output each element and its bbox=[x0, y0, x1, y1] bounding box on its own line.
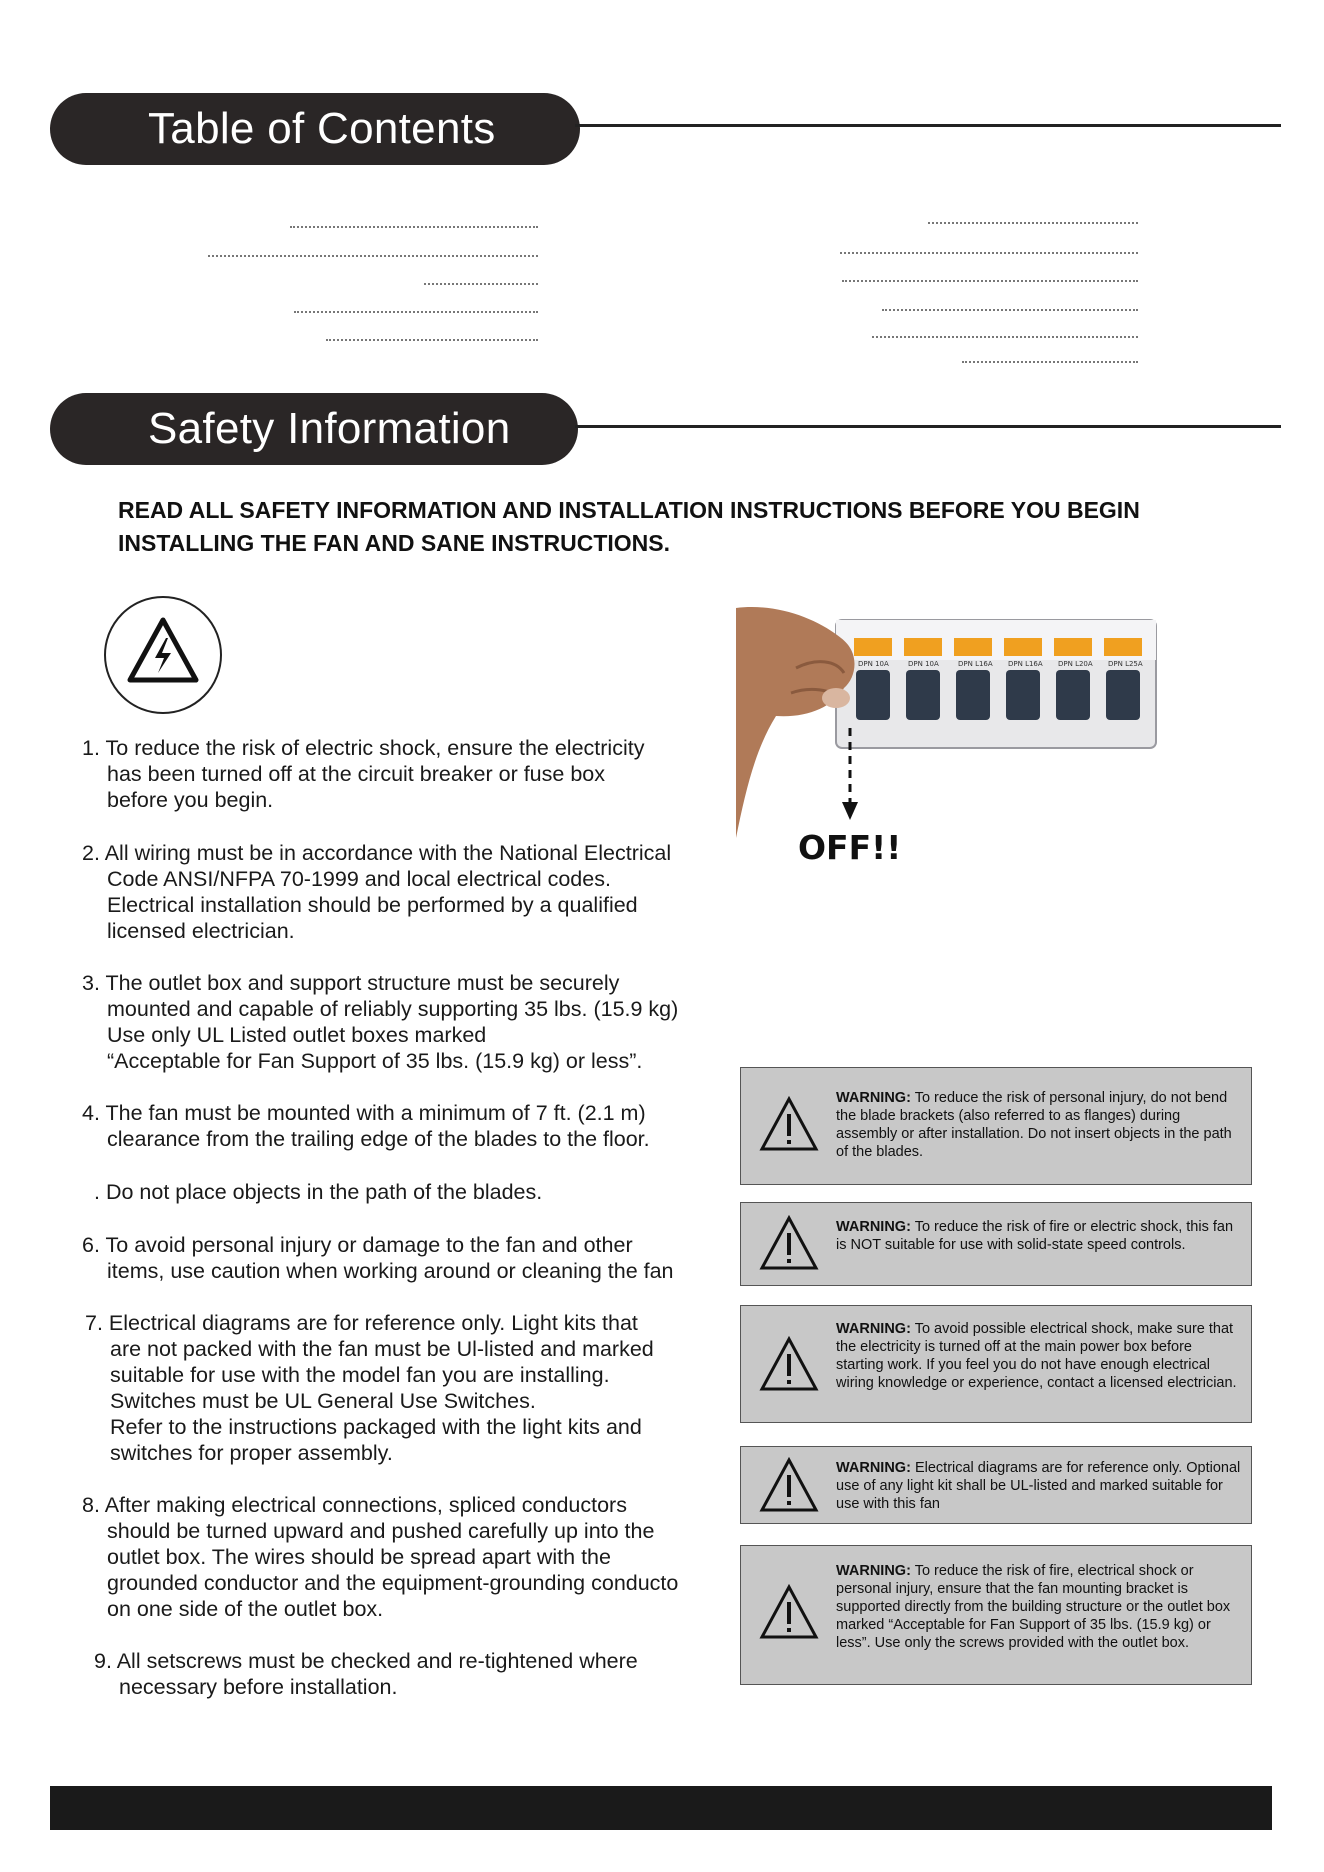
toc-leader bbox=[882, 309, 1138, 311]
breaker-label-5: DPN L20A bbox=[1058, 660, 1093, 668]
warning-label: WARNING: bbox=[836, 1563, 911, 1579]
warning-box-1 bbox=[740, 1067, 1252, 1185]
safety-item-3: 3. The outlet box and support structure must be securely mounted and capable of reliably supporting 35 lbs. (15.9 kg) Use only UL Listed outlet boxes marked “Acceptable for Fan Support of 35 lbs. (15.9 kg) or less”. bbox=[82, 971, 679, 1073]
warning-box-2 bbox=[740, 1202, 1252, 1286]
safety-item-6: 6. To avoid personal injury or damage to the fan and other items, use caution when working around or cleaning the fan bbox=[82, 1233, 674, 1283]
safety-title: Safety Information bbox=[148, 404, 511, 453]
toc-rule bbox=[575, 124, 1281, 127]
warning-triangle-icon bbox=[759, 1336, 819, 1392]
warning-triangle-icon bbox=[759, 1584, 819, 1640]
toc-leader bbox=[872, 336, 1138, 338]
safety-item-2: 2. All wiring must be in accordance with the National Electrical Code ANSI/NFPA 70-1999 and local electrical codes. Electrical installation should be performed by a qualified licensed electrician. bbox=[82, 841, 672, 943]
safety-item-9: 9. All setscrews must be checked and re-tightened where necessary before installation. bbox=[94, 1649, 638, 1699]
toc-leader bbox=[840, 252, 1138, 254]
breaker-label-3: DPN L16A bbox=[958, 660, 993, 668]
toc-leader bbox=[294, 311, 538, 313]
toc-leader bbox=[962, 361, 1138, 363]
warning-box-4 bbox=[740, 1446, 1252, 1524]
safety-intro bbox=[118, 494, 1238, 560]
breaker-label-2: DPN 10A bbox=[908, 660, 939, 668]
toc-leader bbox=[842, 280, 1138, 282]
safety-item-5: . Do not place objects in the path of the blades. bbox=[94, 1180, 543, 1204]
safety-rule bbox=[575, 425, 1281, 428]
warning-label: WARNING: bbox=[836, 1090, 911, 1106]
safety-header bbox=[50, 393, 578, 465]
warning-triangle-icon bbox=[759, 1096, 819, 1152]
footer-bar bbox=[50, 1786, 1272, 1830]
toc-title: Table of Contents bbox=[148, 104, 496, 153]
warning-triangle-icon bbox=[759, 1215, 819, 1271]
warning-box-3 bbox=[740, 1305, 1252, 1423]
toc-leader bbox=[928, 222, 1138, 224]
intro-line-1: READ ALL SAFETY INFORMATION AND INSTALLATION INSTRUCTIONS BEFORE YOU BEGIN bbox=[118, 497, 1140, 523]
circuit-breaker-photo bbox=[736, 598, 1166, 838]
toc-leader bbox=[290, 226, 538, 228]
safety-item-1: 1. To reduce the risk of electric shock, ensure the electricity has been turned off at the circuit breaker or fuse box before you begin. bbox=[82, 736, 645, 812]
warning-text: To reduce the risk of personal injury, do not bend the blade brackets (also referred to as flanges) during assembly or after installation. Do not insert objects in the path of the blades. bbox=[836, 1090, 1232, 1160]
safety-item-7: 7. Electrical diagrams are for reference only. Light kits that are not packed with the fan must be Ul-listed and marked suitable for use with the model fan you are installing. Switches must be UL General Use Switches. Refer to the instructions packaged with the light kits and switches for proper assembly. bbox=[85, 1311, 654, 1465]
intro-line-2: INSTALLING THE FAN AND SANE INSTRUCTIONS. bbox=[118, 530, 670, 556]
electric-shock-hazard-icon bbox=[104, 596, 222, 714]
safety-item-8: 8. After making electrical connections, spliced conductors should be turned upward and pushed carefully up into the outlet box. The wires should be spread apart with the grounded conductor and the equipment-grounding conducto on one side of the outlet box. bbox=[82, 1493, 679, 1621]
warning-box-5 bbox=[740, 1545, 1252, 1685]
warning-triangle-icon bbox=[759, 1457, 819, 1513]
breaker-label-4: DPN L16A bbox=[1008, 660, 1043, 668]
warning-text: To reduce the risk of fire, electrical shock or personal injury, ensure that the fan mounting bracket is supported directly from the building structure or the outlet box marked “Acceptable for Fan Support of 35 lbs. (15.9 kg) or less”. Use only the screws provided with the outlet box. bbox=[836, 1563, 1231, 1651]
toc-leader bbox=[208, 255, 538, 257]
warning-text: To avoid possible electrical shock, make sure that the electricity is turned off at the main power box before starting work. If you feel you do not have enough electrical wiring knowledge or experience, contact a licensed electrician. bbox=[836, 1321, 1237, 1391]
breaker-label-1: DPN 10A bbox=[858, 660, 889, 668]
warning-text: To reduce the risk of fire or electric shock, this fan is NOT suitable for use with solid-state speed controls. bbox=[836, 1219, 1234, 1253]
warning-label: WARNING: bbox=[836, 1460, 911, 1476]
toc-leader bbox=[424, 283, 538, 285]
off-label: OFF!! bbox=[798, 828, 902, 867]
warning-text: Electrical diagrams are for reference only. Optional use of any light kit shall be UL-listed and marked suitable for use with this fan bbox=[836, 1460, 1241, 1512]
breaker-label-6: DPN L25A bbox=[1108, 660, 1143, 668]
toc-header bbox=[50, 93, 580, 165]
toc-leader bbox=[326, 339, 538, 341]
warning-label: WARNING: bbox=[836, 1321, 911, 1337]
safety-item-4: 4. The fan must be mounted with a minimum of 7 ft. (2.1 m) clearance from the trailing edge of the blades to the floor. bbox=[82, 1101, 650, 1151]
warning-label: WARNING: bbox=[836, 1219, 911, 1235]
